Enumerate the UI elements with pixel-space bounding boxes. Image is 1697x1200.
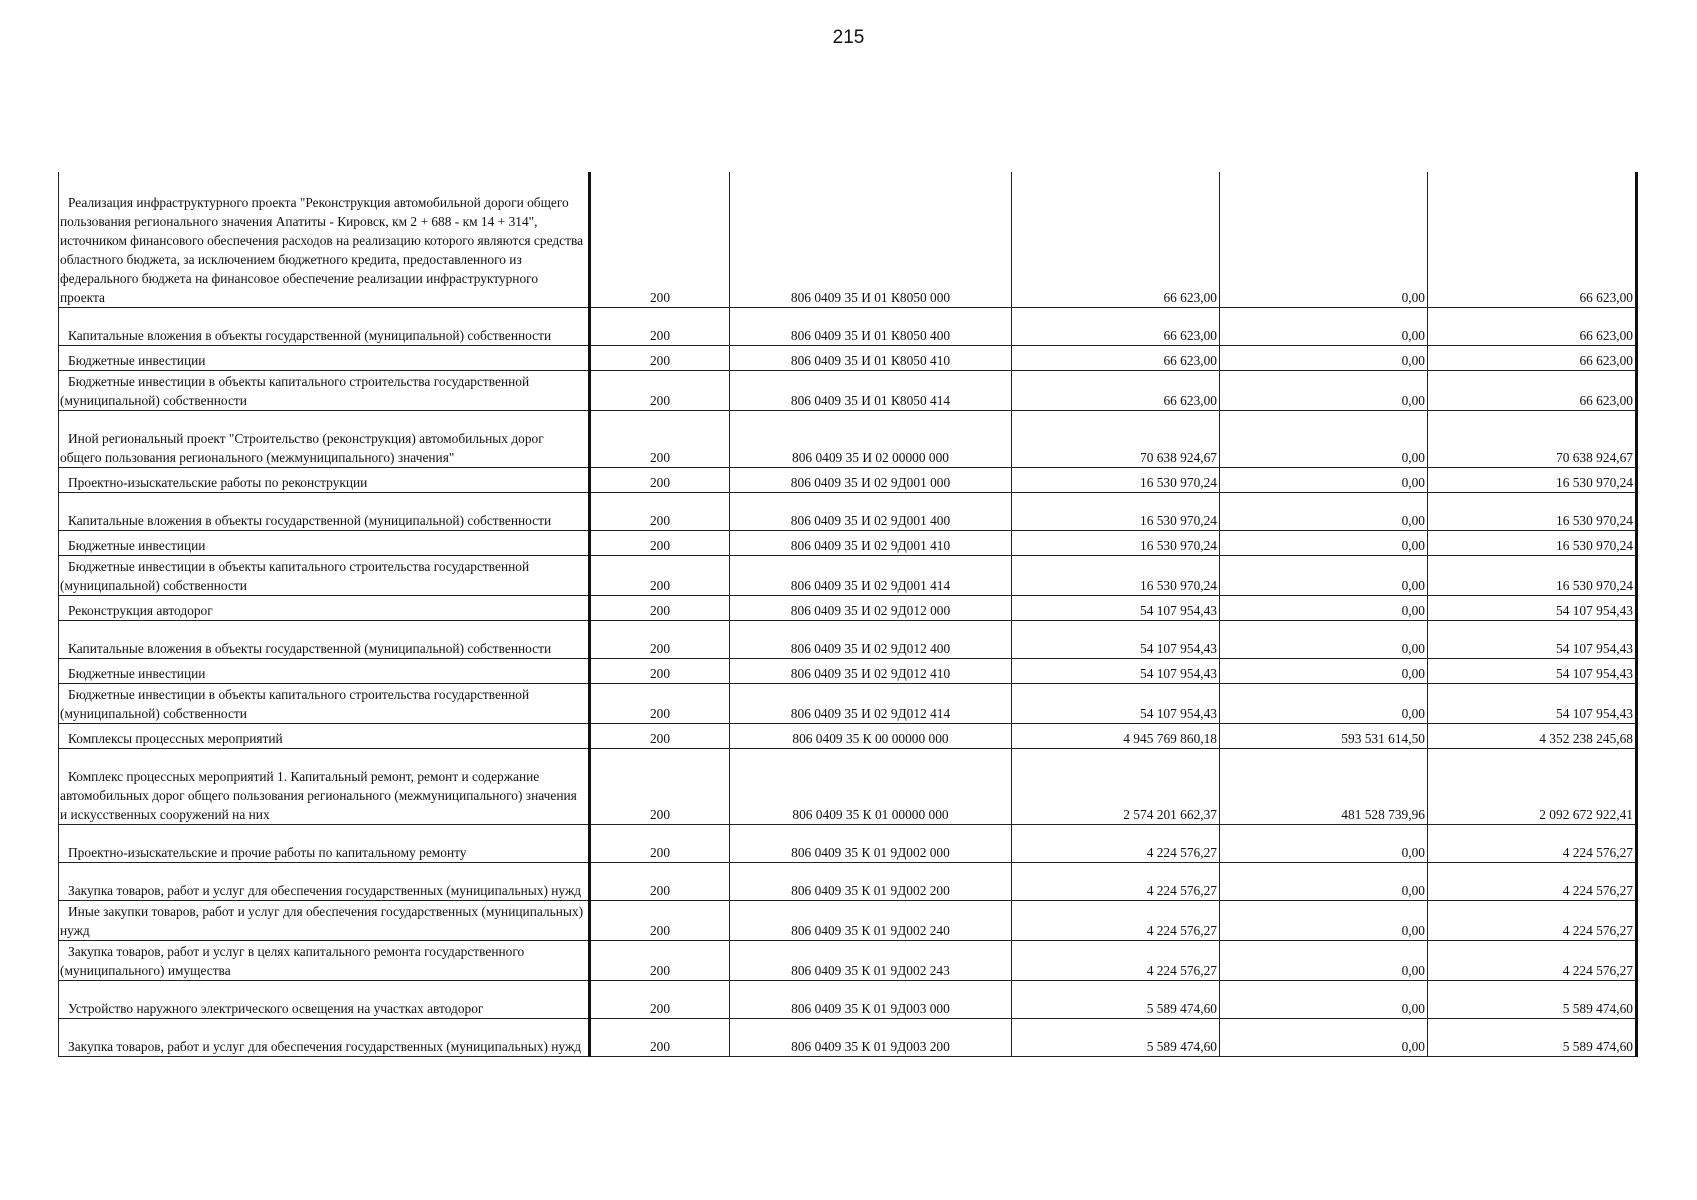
table-row — [59, 940, 1637, 980]
row-admin-code: 200 — [590, 530, 730, 555]
row-name: Реализация инфраструктурного проекта "Реконструкция автомобильной дороги общего пользования регионального значения Апатиты - Кировск, км 2 + 688 - км 14 + 314", источником финансового обеспечения расходов на реализацию которого являются средства областного бюджета, за исключением бюджетного кредита, предоставленного из федерального бюджета на финансовое обеспечение реализации инфраструктурного проекта — [59, 172, 590, 307]
row-name: Капитальные вложения в объекты государственной (муниципальной) собственности — [59, 307, 590, 345]
row-value-1: 5 589 474,60 — [1012, 980, 1220, 1018]
row-budget-code: 806 0409 35 И 02 9Д012 000 — [730, 595, 1012, 620]
row-name: Комплекс процессных мероприятий 1. Капитальный ремонт, ремонт и содержание автомобильных дорог общего пользования регионального (межмуниципального) значения и искусственных сооружений на них — [59, 748, 590, 824]
row-budget-code: 806 0409 35 К 01 9Д002 000 — [730, 824, 1012, 862]
row-admin-code: 200 — [590, 980, 730, 1018]
row-budget-code: 806 0409 35 К 01 9Д003 000 — [730, 980, 1012, 1018]
row-name: Проектно-изыскательские и прочие работы по капитальному ремонту — [59, 824, 590, 862]
row-value-1: 2 574 201 662,37 — [1012, 748, 1220, 824]
table-row — [59, 492, 1637, 530]
table-row — [59, 683, 1637, 723]
table-row — [59, 172, 1637, 307]
table-row — [59, 345, 1637, 370]
row-budget-code: 806 0409 35 И 02 9Д001 414 — [730, 555, 1012, 595]
row-value-2: 481 528 739,96 — [1220, 748, 1428, 824]
row-value-2: 0,00 — [1220, 862, 1428, 900]
row-value-3: 5 589 474,60 — [1428, 980, 1637, 1018]
row-value-2: 0,00 — [1220, 530, 1428, 555]
row-value-3: 16 530 970,24 — [1428, 492, 1637, 530]
row-value-3: 66 623,00 — [1428, 370, 1637, 410]
row-name: Реконструкция автодорог — [59, 595, 590, 620]
table-row — [59, 824, 1637, 862]
row-admin-code: 200 — [590, 824, 730, 862]
row-value-1: 66 623,00 — [1012, 345, 1220, 370]
row-value-2: 0,00 — [1220, 467, 1428, 492]
row-value-2: 0,00 — [1220, 900, 1428, 940]
table-row — [59, 370, 1637, 410]
table-row — [59, 748, 1637, 824]
row-admin-code: 200 — [590, 862, 730, 900]
row-value-1: 70 638 924,67 — [1012, 410, 1220, 467]
row-value-2: 0,00 — [1220, 940, 1428, 980]
row-budget-code: 806 0409 35 К 01 9Д003 200 — [730, 1018, 1012, 1056]
row-value-3: 54 107 954,43 — [1428, 683, 1637, 723]
row-value-2: 0,00 — [1220, 370, 1428, 410]
row-value-2: 0,00 — [1220, 555, 1428, 595]
page-number: 215 — [832, 27, 865, 48]
row-value-1: 4 224 576,27 — [1012, 824, 1220, 862]
row-admin-code: 200 — [590, 683, 730, 723]
row-name: Капитальные вложения в объекты государственной (муниципальной) собственности — [59, 492, 590, 530]
row-value-3: 16 530 970,24 — [1428, 530, 1637, 555]
table-row — [59, 900, 1637, 940]
row-admin-code: 200 — [590, 595, 730, 620]
row-name: Капитальные вложения в объекты государственной (муниципальной) собственности — [59, 620, 590, 658]
row-admin-code: 200 — [590, 467, 730, 492]
row-value-2: 0,00 — [1220, 307, 1428, 345]
row-name: Бюджетные инвестиции в объекты капитального строительства государственной (муниципальной) собственности — [59, 555, 590, 595]
row-value-2: 0,00 — [1220, 620, 1428, 658]
row-value-3: 4 224 576,27 — [1428, 824, 1637, 862]
row-value-3: 54 107 954,43 — [1428, 620, 1637, 658]
table-row — [59, 723, 1637, 748]
row-name: Бюджетные инвестиции — [59, 345, 590, 370]
row-value-1: 4 945 769 860,18 — [1012, 723, 1220, 748]
row-value-1: 16 530 970,24 — [1012, 555, 1220, 595]
row-budget-code: 806 0409 35 И 02 9Д001 000 — [730, 467, 1012, 492]
row-name: Закупка товаров, работ и услуг в целях капитального ремонта государственного (муниципального) имущества — [59, 940, 590, 980]
row-admin-code: 200 — [590, 658, 730, 683]
table-row — [59, 467, 1637, 492]
row-budget-code: 806 0409 35 К 00 00000 000 — [730, 723, 1012, 748]
row-value-2: 0,00 — [1220, 410, 1428, 467]
row-value-2: 0,00 — [1220, 172, 1428, 307]
row-admin-code: 200 — [590, 307, 730, 345]
row-value-1: 16 530 970,24 — [1012, 530, 1220, 555]
row-value-2: 593 531 614,50 — [1220, 723, 1428, 748]
row-admin-code: 200 — [590, 723, 730, 748]
row-value-3: 2 092 672 922,41 — [1428, 748, 1637, 824]
row-value-2: 0,00 — [1220, 980, 1428, 1018]
row-value-3: 4 224 576,27 — [1428, 862, 1637, 900]
row-budget-code: 806 0409 35 И 02 9Д001 410 — [730, 530, 1012, 555]
row-value-1: 54 107 954,43 — [1012, 620, 1220, 658]
row-value-1: 54 107 954,43 — [1012, 595, 1220, 620]
row-value-1: 4 224 576,27 — [1012, 940, 1220, 980]
row-budget-code: 806 0409 35 И 02 00000 000 — [730, 410, 1012, 467]
row-budget-code: 806 0409 35 И 01 К8050 414 — [730, 370, 1012, 410]
row-value-1: 66 623,00 — [1012, 172, 1220, 307]
row-value-1: 4 224 576,27 — [1012, 862, 1220, 900]
row-value-1: 4 224 576,27 — [1012, 900, 1220, 940]
row-name: Закупка товаров, работ и услуг для обеспечения государственных (муниципальных) нужд — [59, 862, 590, 900]
row-budget-code: 806 0409 35 И 01 К8050 400 — [730, 307, 1012, 345]
table-row — [59, 620, 1637, 658]
row-budget-code: 806 0409 35 И 02 9Д001 400 — [730, 492, 1012, 530]
row-value-2: 0,00 — [1220, 683, 1428, 723]
row-value-3: 66 623,00 — [1428, 345, 1637, 370]
row-value-1: 66 623,00 — [1012, 370, 1220, 410]
row-value-3: 4 224 576,27 — [1428, 940, 1637, 980]
row-admin-code: 200 — [590, 900, 730, 940]
row-budget-code: 806 0409 35 И 01 К8050 000 — [730, 172, 1012, 307]
table-row — [59, 658, 1637, 683]
row-value-1: 16 530 970,24 — [1012, 467, 1220, 492]
row-value-3: 4 352 238 245,68 — [1428, 723, 1637, 748]
row-admin-code: 200 — [590, 940, 730, 980]
row-value-1: 16 530 970,24 — [1012, 492, 1220, 530]
row-admin-code: 200 — [590, 345, 730, 370]
row-value-2: 0,00 — [1220, 1018, 1428, 1056]
row-value-2: 0,00 — [1220, 595, 1428, 620]
row-value-2: 0,00 — [1220, 658, 1428, 683]
row-name: Комплексы процессных мероприятий — [59, 723, 590, 748]
row-admin-code: 200 — [590, 1018, 730, 1056]
row-value-3: 54 107 954,43 — [1428, 595, 1637, 620]
budget-table — [58, 172, 1638, 1057]
row-value-3: 4 224 576,27 — [1428, 900, 1637, 940]
row-value-2: 0,00 — [1220, 492, 1428, 530]
row-name: Бюджетные инвестиции — [59, 530, 590, 555]
row-admin-code: 200 — [590, 492, 730, 530]
table-row — [59, 530, 1637, 555]
row-value-1: 54 107 954,43 — [1012, 658, 1220, 683]
row-budget-code: 806 0409 35 И 02 9Д012 400 — [730, 620, 1012, 658]
row-budget-code: 806 0409 35 И 01 К8050 410 — [730, 345, 1012, 370]
row-value-3: 16 530 970,24 — [1428, 467, 1637, 492]
row-value-2: 0,00 — [1220, 345, 1428, 370]
row-value-3: 16 530 970,24 — [1428, 555, 1637, 595]
row-name: Бюджетные инвестиции — [59, 658, 590, 683]
row-admin-code: 200 — [590, 410, 730, 467]
row-value-3: 70 638 924,67 — [1428, 410, 1637, 467]
row-name: Бюджетные инвестиции в объекты капитального строительства государственной (муниципальной) собственности — [59, 370, 590, 410]
row-value-2: 0,00 — [1220, 824, 1428, 862]
row-admin-code: 200 — [590, 620, 730, 658]
row-admin-code: 200 — [590, 748, 730, 824]
row-name: Устройство наружного электрического освещения на участках автодорог — [59, 980, 590, 1018]
budget-table-body — [59, 172, 1637, 1056]
table-row — [59, 980, 1637, 1018]
table-row — [59, 1018, 1637, 1056]
row-budget-code: 806 0409 35 К 01 9Д002 243 — [730, 940, 1012, 980]
table-row — [59, 410, 1637, 467]
row-value-1: 54 107 954,43 — [1012, 683, 1220, 723]
row-budget-code: 806 0409 35 К 01 9Д002 200 — [730, 862, 1012, 900]
table-row — [59, 307, 1637, 345]
row-value-1: 66 623,00 — [1012, 307, 1220, 345]
row-value-3: 66 623,00 — [1428, 307, 1637, 345]
row-value-3: 54 107 954,43 — [1428, 658, 1637, 683]
table-row — [59, 862, 1637, 900]
row-value-3: 66 623,00 — [1428, 172, 1637, 307]
row-budget-code: 806 0409 35 К 01 9Д002 240 — [730, 900, 1012, 940]
row-admin-code: 200 — [590, 172, 730, 307]
row-admin-code: 200 — [590, 555, 730, 595]
row-value-3: 5 589 474,60 — [1428, 1018, 1637, 1056]
row-name: Проектно-изыскательские работы по реконструкции — [59, 467, 590, 492]
row-admin-code: 200 — [590, 370, 730, 410]
row-name: Иной региональный проект "Строительство (реконструкция) автомобильных дорог общего пользования регионального (межмуниципального) значения" — [59, 410, 590, 467]
table-row — [59, 595, 1637, 620]
row-name: Бюджетные инвестиции в объекты капитального строительства государственной (муниципальной) собственности — [59, 683, 590, 723]
row-name: Иные закупки товаров, работ и услуг для обеспечения государственных (муниципальных) нужд — [59, 900, 590, 940]
row-budget-code: 806 0409 35 И 02 9Д012 410 — [730, 658, 1012, 683]
row-value-1: 5 589 474,60 — [1012, 1018, 1220, 1056]
row-name: Закупка товаров, работ и услуг для обеспечения государственных (муниципальных) нужд — [59, 1018, 590, 1056]
row-budget-code: 806 0409 35 К 01 00000 000 — [730, 748, 1012, 824]
row-budget-code: 806 0409 35 И 02 9Д012 414 — [730, 683, 1012, 723]
table-row — [59, 555, 1637, 595]
